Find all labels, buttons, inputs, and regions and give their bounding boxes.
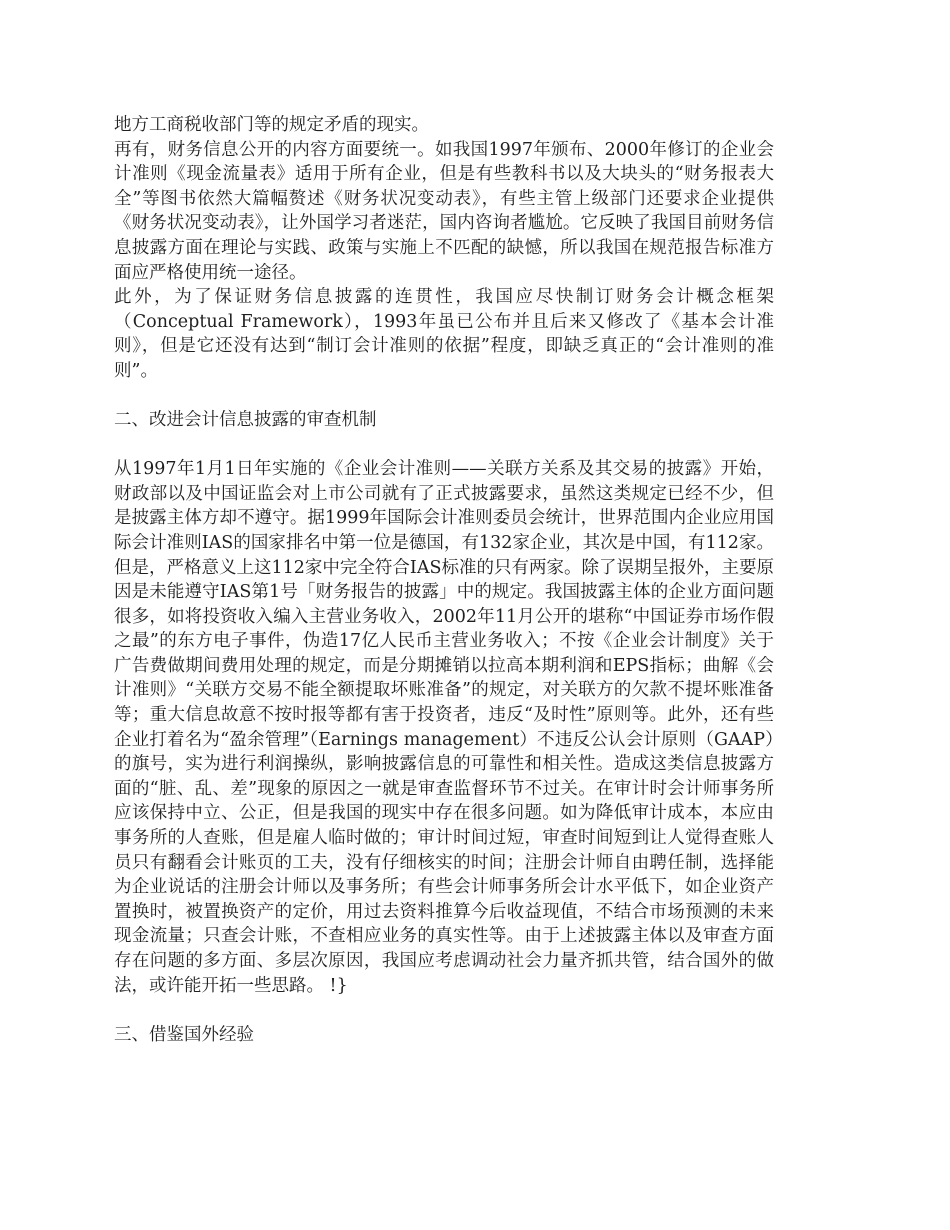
- section-2-paragraph: 从1997年1月1日年实施的《企业会计准则——关联方关系及其交易的披露》开始，财政部以及中国证监会对上市公司就有了正式披露要求，虽然这类规定已经不少，但是披露主体方却不遵守。据1999年国际会计准则委员会统计，世界范围内企业应用国际会计准则IAS的国家排名中第一位是德国，有132家企业，其次是中国，有112家。但是，严格意义上这112家中完全符合IAS标准的只有两家。除了误期呈报外，主要原因是未能遵守IAS第1号「财务报告的披露」中的规定。我国披露主体的企业方面问题很多，如将投资收入编入主营业务收入，2002年11月公开的堪称“中国证券市场作假之最”的东方电子事件，伪造17亿人民币主营业务收入；不按《企业会计制度》关于广告费做期间费用处理的规定，而是分期摊销以拉高本期利润和EPS指标；曲解《会计准则》“关联方交易不能全额提取坏账准备”的规定，对关联方的欠款不提坏账准备等；重大信息故意不按时报等都有害于投资者，违反“及时性”原则等。此外，还有些企业打着名为“盈余管理”（Earnings management）不违反公认会计原则（GAAP）的旗号，实为进行利润操纵，影响披露信息的可靠性和相关性。造成这类信息披露方面的“脏、乱、差”现象的原因之一就是审查监督环节不过关。在审计时会计师事务所应该保持中立、公正，但是我国的现实中存在很多问题。如为降低审计成本，本应由事务所的人查账，但是雇人临时做的；审计时间过短，审查时间短到让人觉得查账人员只有翻看会计账页的工夫，没有仔细核实的时间；注册会计师自由聘任制，选择能为企业说话的注册会计师以及事务所；有些会计师事务所会计水平低下，如企业资产置换时，被置换资产的定价，用过去资料推算今后收益现值，不结合市场预测的未来现金流量；只查会计账，不查相应业务的真实性等。由于上述披露主体以及审查方面存在问题的多方面、多层次原因，我国应考虑调动社会力量齐抓共管，结合国外的做法，或许能开拓一些思路。 !}: [114, 459, 774, 996]
- paragraph-1: 地方工商税收部门等的规定矛盾的现实。: [114, 115, 429, 135]
- section-heading-3: 三、借鉴国外经验: [114, 1025, 254, 1046]
- paragraph-3: 此外，为了保证财务信息披露的连贯性，我国应尽快制订财务会计概念框架（Conceptual Framework），1993年虽已公布并且后来又修改了《基本会计准则》，但是它还没有达到“制订会计准则的依据”程度，即缺乏真正的“会计准则的准则”。: [114, 287, 774, 381]
- section-heading-2: 二、改进会计信息披露的审查机制: [114, 409, 377, 430]
- paragraph-2: 再有，财务信息公开的内容方面要统一。如我国1997年颁布、2000年修订的企业会计准则《现金流量表》适用于所有企业，但是有些教科书以及大块头的“财务报表大全”等图书依然大篇幅赘述《财务状况变动表》，有些主管上级部门还要求企业提供《财务状况变动表》，让外国学习者迷茫，国内咨询者尴尬。它反映了我国目前财务信息披露方面在理论与实践、政策与实施上不匹配的缺憾，所以我国在规范报告标准方面应严格使用统一途径。: [114, 139, 774, 283]
- document-body: [114, 113, 774, 1073]
